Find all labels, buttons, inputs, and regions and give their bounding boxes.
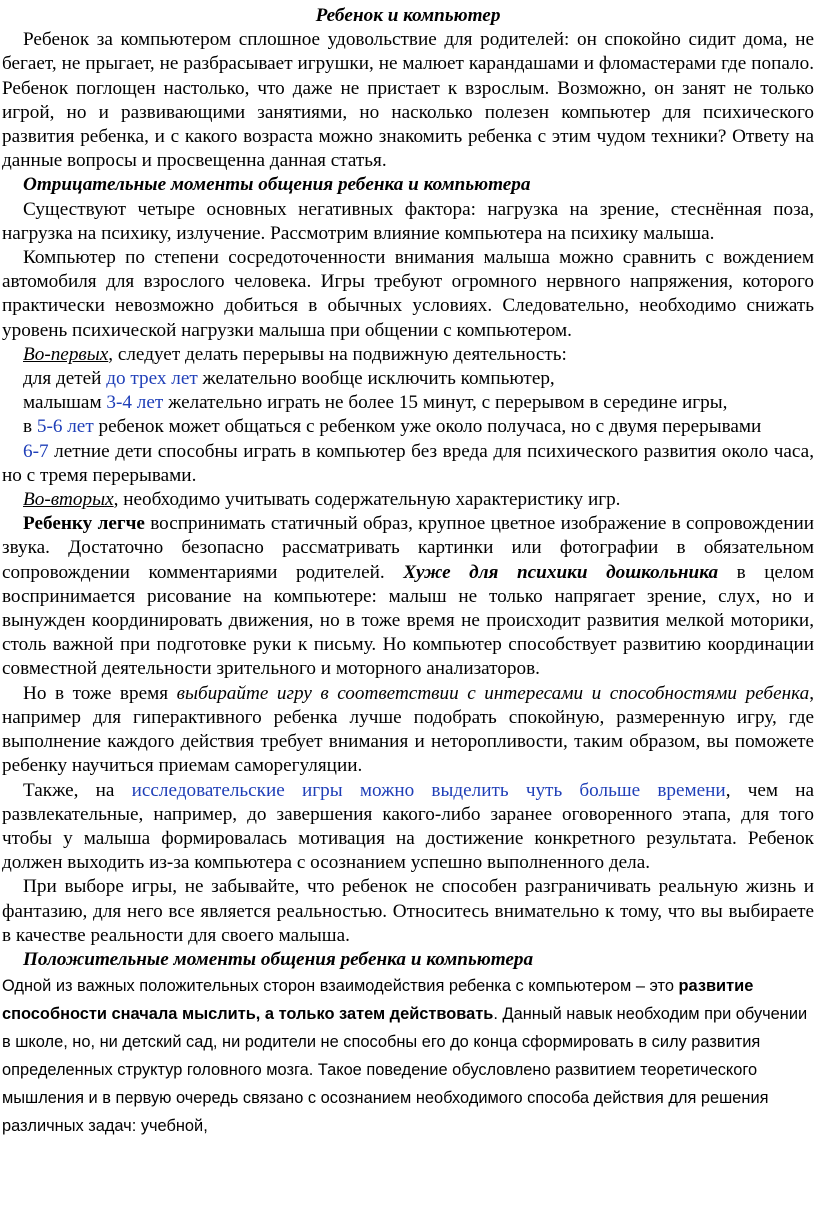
paragraph-secondly	[2, 488, 814, 512]
paragraph-text: в целом воспринимается рисование на компьютере: малыш не только напрягает зрение, слух, но и вынужден координировать движения, но в тоже время не происходит развития мелкой моторики, столь важной при подготовке руки к письму. Но компьютер способствует развитию координации совместной деятельности зрительного и моторного анализаторов.	[2, 561, 814, 680]
firstly-label: Во-первых	[23, 343, 109, 365]
age-rule-text: желательно играть не более 15 минут, с перерывом в середине игры,	[163, 392, 728, 414]
paragraph-text: воспринимать статичный образ, крупное цветное изображение в сопровождении звука. Достаточно безопасно рассматривать картинки или фотографии в обязательном сопровождении комментариями родителей.	[2, 513, 814, 583]
age-rule-text: летние дети способны играть в компьютер без вреда для психического развития около часа, но с тремя перерывами.	[2, 440, 814, 486]
paragraph-negative-factors: Существуют четыре основных негативных фактора: нагрузка на зрение, стеснённая поза, нагрузка на психику, излучение. Рассмотрим влияние компьютера на психику малыша.	[2, 198, 814, 244]
page-title: Ребенок и компьютер	[315, 5, 501, 26]
paragraph-text: Одной из важных положительных сторон взаимодействия ребенка с компьютером – это	[2, 977, 679, 996]
paragraph-choose-game	[2, 682, 814, 779]
age-rule-text: желательно вообще исключить компьютер,	[197, 368, 555, 390]
italic-choose-game: выбирайте игру в соответствии с интересами и способностями ребенка	[176, 682, 810, 704]
age-rule-3-4	[2, 391, 814, 415]
paragraph-reality: При выборе игры, не забывайте, что ребенок не способен разграничивать реальную жизнь и фантазию, для него все является реальностью. Относитесь внимательно к тому, что вы выбираете в качестве реальности для своего малыша.	[2, 876, 814, 946]
paragraph-text: , например для гиперактивного ребенка лучше подобрать спокойную, размеренную игру, где выполнение каждого действия требует внимания и неторопливости, таким образом, вы поможете ребенку научиться приемам саморегуляции.	[2, 682, 814, 777]
age-rule-text: для детей	[23, 368, 107, 390]
bold-worse: Хуже для психики дошкольника	[403, 561, 719, 583]
bold-easier: Ребенку легче	[23, 513, 145, 535]
age-3-4: 3-4 лет	[106, 392, 164, 414]
age-rule-6-7	[2, 440, 814, 488]
paragraph-text: . Данный навык необходим при обучении в школе, но, ни детский сад, ни родители не способны его до конца сформировать в силу развития определенных структур головного мозга. Такое поведение обусловлено развитием теоретического мышления и в первую очередь связано с осознанием необходимого способа действия для решения различных задач: учебной,	[2, 1005, 808, 1136]
firstly-text: , следует делать перерывы на подвижную деятельность:	[108, 343, 567, 365]
age-6-7: 6-7	[23, 440, 49, 462]
bold-think-first: развитие способности сначала мыслить, а только затем действовать	[2, 977, 754, 1024]
secondly-label: Во-вторых	[23, 489, 114, 511]
age-rule-text: в	[23, 416, 37, 438]
research-games-highlight: исследовательские игры можно выделить чуть больше времени	[131, 779, 726, 801]
section-heading-positive: Положительные моменты общения ребенка и компьютера	[23, 948, 534, 970]
paragraph-research-games	[2, 779, 814, 876]
section-heading-negative: Отрицательные моменты общения ребенка и компьютера	[23, 174, 531, 196]
intro-paragraph: Ребенок за компьютером сплошное удовольствие для родителей: он спокойно сидит дома, не бегает, не прыгает, не разбрасывает игрушки, не малюет карандашами и фломастерами где попало. Ребенок поглощен настолько, что даже не пристает к взрослым. Возможно, он занят не только игрой, но и развивающими занятиями, но насколько полезен компьютер для психического развития ребенка, и с какого возраста можно знакомить ребенка с этим чудом техники? Ответу на данные вопросы и просвещенна данная статья.	[2, 29, 814, 172]
age-under-3: до трех лет	[106, 368, 198, 390]
paragraph-positive	[2, 972, 814, 1140]
secondly-text: , необходимо учитывать содержательную характеристику игр.	[113, 489, 621, 511]
paragraph-text: , чем на развлекательные, например, до завершения какого-либо заранее оговоренного этапа, для того чтобы у малыша формировалась мотивация на достижение конкретного результата. Ребенок должен выходить из-за компьютера с осознанием успешно выполненного дела.	[2, 779, 815, 874]
age-5-6: 5-6 лет	[36, 416, 94, 438]
paragraph-perception	[2, 512, 814, 681]
age-rule-5-6	[2, 415, 814, 439]
paragraph-firstly	[2, 343, 814, 367]
age-rule-text: малышам	[23, 392, 107, 414]
paragraph-attention: Компьютер по степени сосредоточенности внимания малыша можно сравнить с вождением автомобиля для взрослого человека. Игры требуют огромного нервного напряжения, которого практически невозможно добиться в обычных условиях. Следовательно, необходимо снижать уровень психической нагрузки малыша при общении с компьютером.	[2, 247, 814, 341]
age-rule-under-3	[2, 367, 814, 391]
paragraph-text: Но в тоже время	[23, 682, 177, 704]
paragraph-text: Также, на	[23, 779, 132, 801]
age-rule-text: ребенок может общаться с ребенком уже около получаса, но с двумя перерывами	[93, 416, 762, 438]
